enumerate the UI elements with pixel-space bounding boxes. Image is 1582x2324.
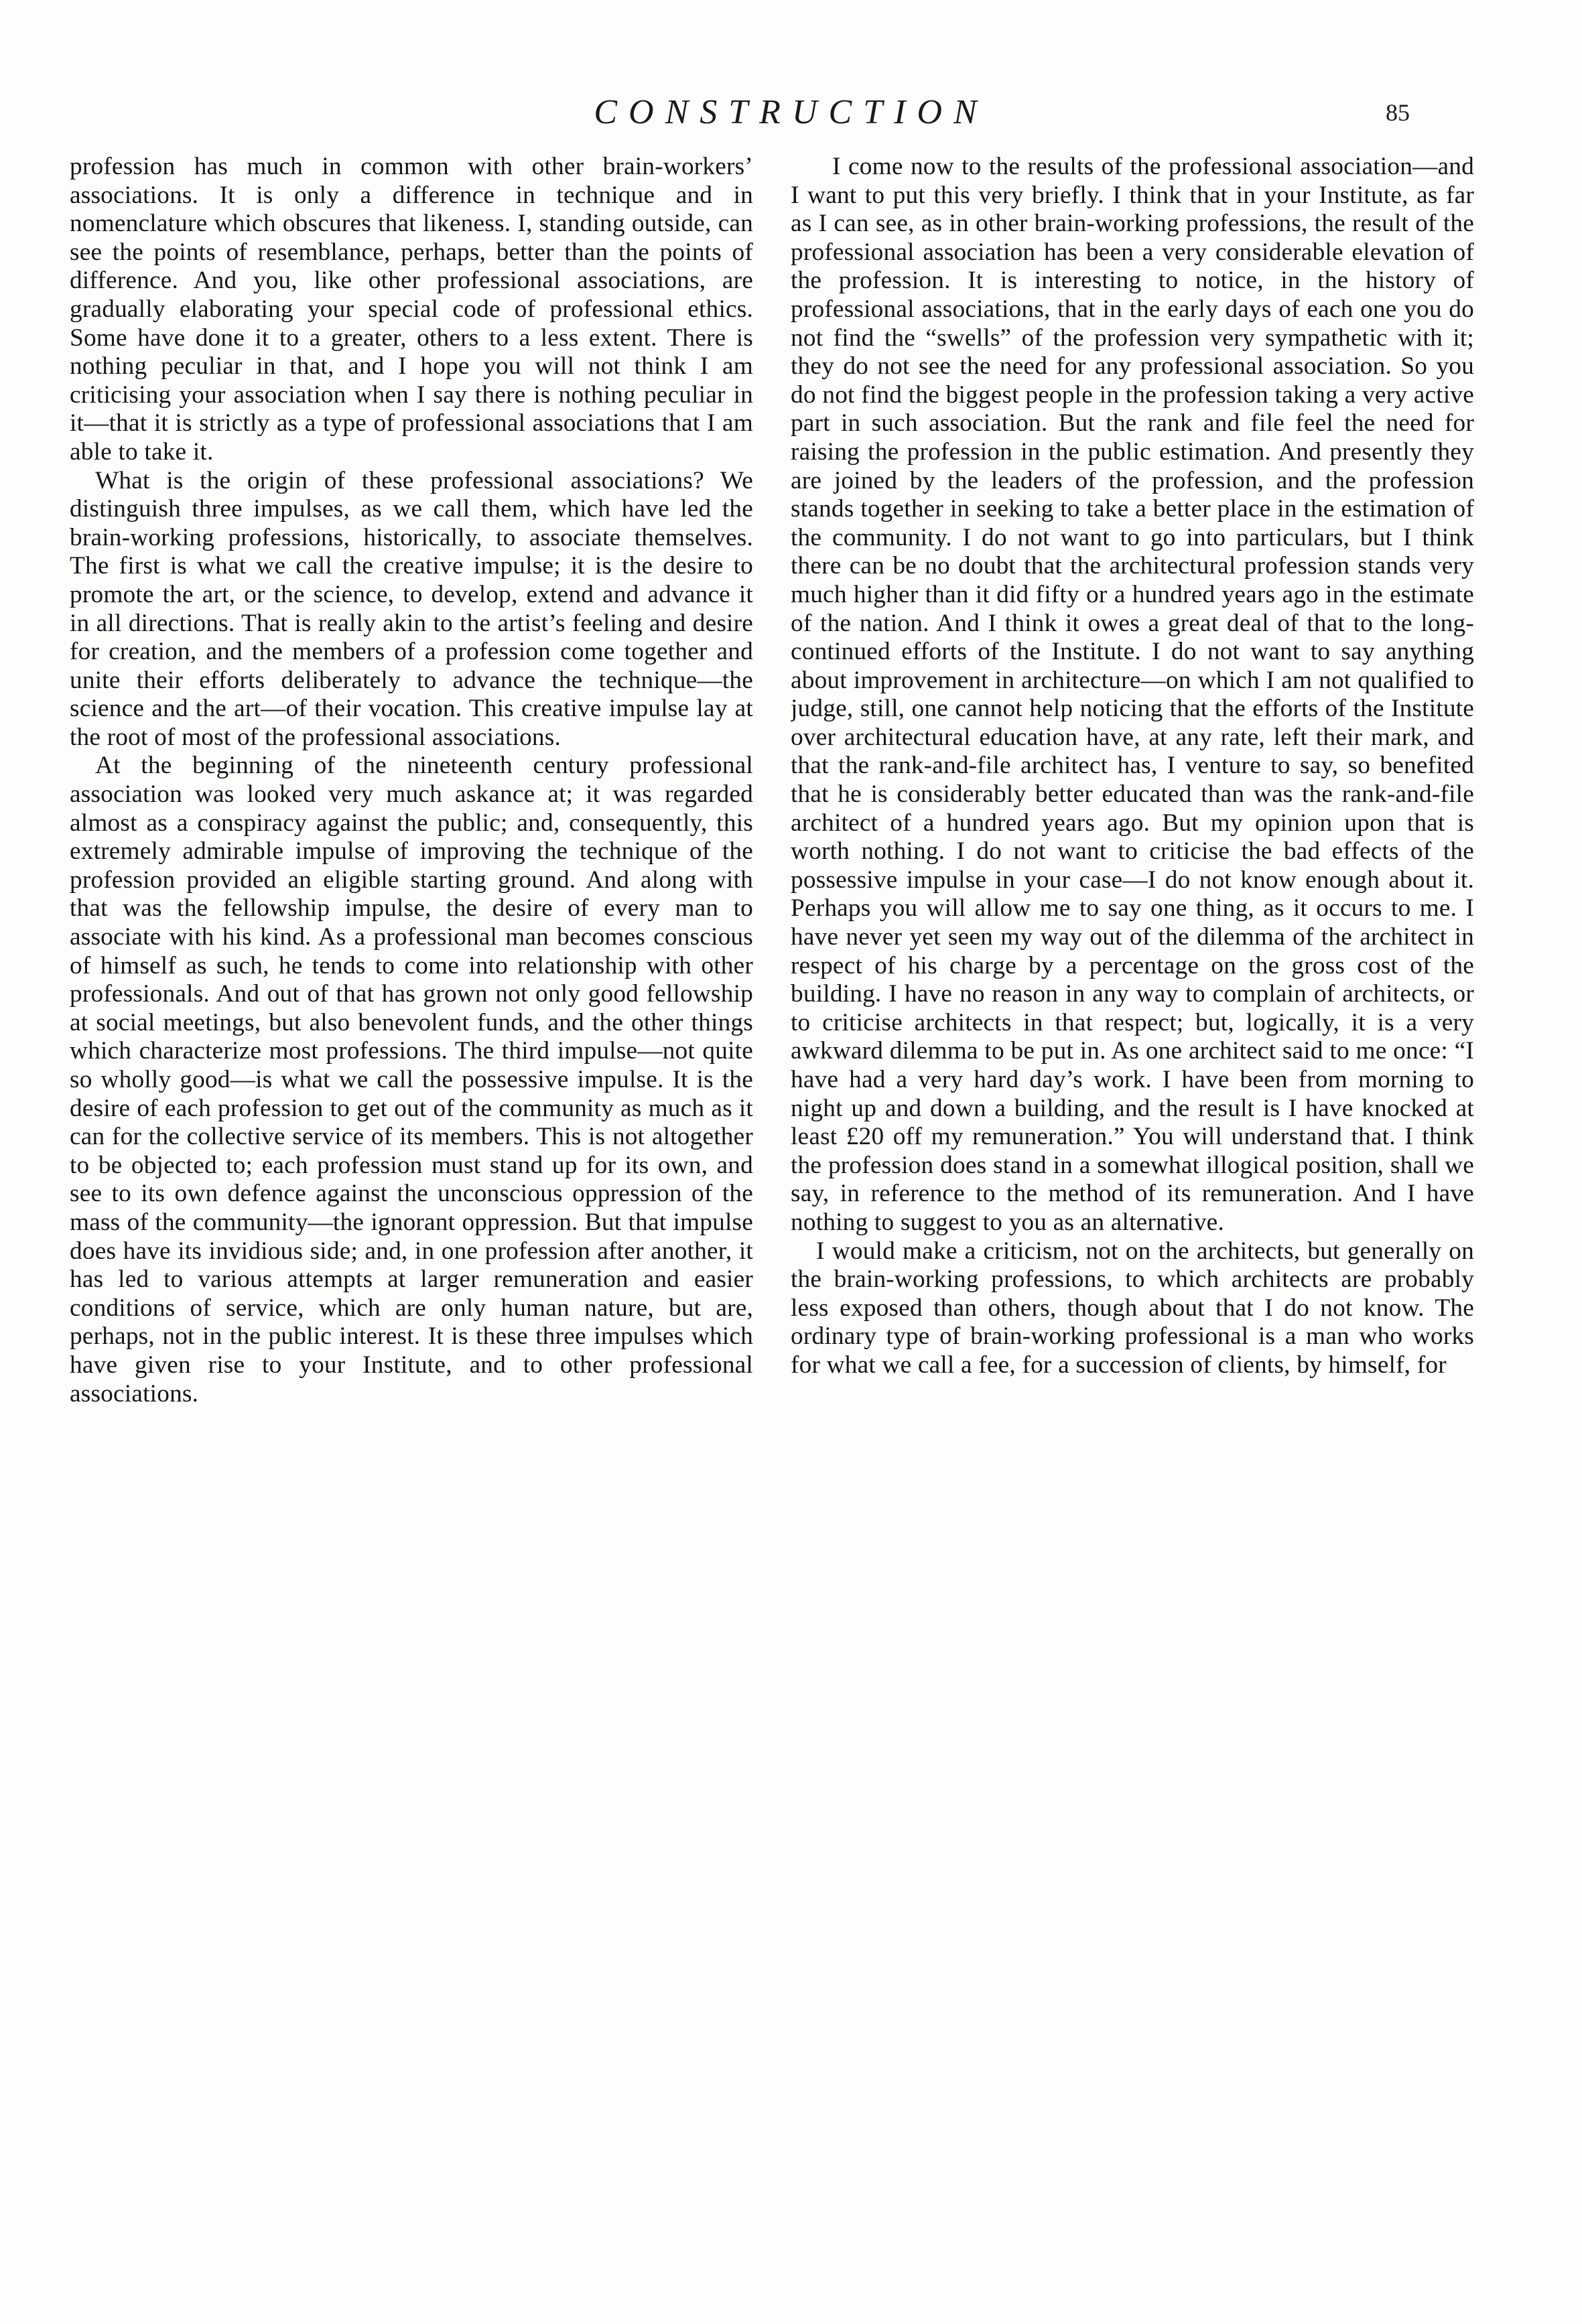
paragraph-origin-of-associations: What is the origin of these professional associations? We distinguish three impulses, as we call them, which have led the brain-working professions, historically, to associate themselves. The first is what we call the creative impulse; it is the desire to promote the art, or the science, to develop, extend and advance it in all directions. That is really akin to the artist’s feeling and desire for creation, and the members of a profession come together and unite their efforts deliberately to advance the technique—the science and the art—of their vocation. This creative impulse lay at the root of most of the professional associations. (70, 466, 753, 751)
paragraph-criticism: I would make a criticism, not on the architects, but generally on the brain-working professions, to which architects are probably less exposed than others, though about that I do not know. The ordinary type of brain-working professional is a man who works for what we call a fee, for a succession of clients, by himself, for (791, 1237, 1474, 1379)
page-number: 85 (1386, 99, 1410, 126)
right-column (791, 153, 1474, 2270)
paragraph-continued: profession has much in common with other brain-workers’ associations. It is only a difference in technique and in nomenclature which obscures that likeness. I, standing outside, can see the points of resemblance, perhaps, better than the points of difference. And you, like other professional associations, are gradually elaborating your special code of professional ethics. Some have done it to a greater, others to a less extent. There is nothing peculiar in that, and I hope you will not think I am criticising your association when I say there is nothing peculiar in it—that it is strictly as a type of professional associations that I am able to take it. (70, 153, 753, 466)
journal-title: CONSTRUCTION (594, 93, 988, 131)
paragraph-nineteenth-century: At the beginning of the nineteenth century professional association was looked very much askance at; it was regarded almost as a conspiracy against the public; and, consequently, this extremely admirable impulse of improving the technique of the profession provided an eligible starting ground. And along with that was the fellowship impulse, the desire of every man to associate with his kind. As a professional man becomes conscious of himself as such, he tends to come into relationship with other professionals. And out of that has grown not only good fellowship at social meetings, but also benevolent funds, and the other things which characterize most professions. The third impulse—not quite so wholly good—is what we call the possessive impulse. It is the desire of each profession to get out of the community as much as it can for the collective service of its members. This is not altogether to be objected to; each profession must stand up for its own, and see to its own defence against the unconscious oppression of the mass of the community—the ignorant oppression. But that impulse does have its invidious side; and, in one profession after another, it has led to various attempts at larger remuneration and easier conditions of service, which are only human nature, but are, perhaps, not in the public interest. It is these three impulses which have given rise to your Institute, and to other professional associations. (70, 752, 753, 1408)
left-column (70, 153, 753, 2270)
paragraph-results-of-association: I come now to the results of the professional association—and I want to put this very briefly. I think that in your Institute, as far as I can see, as in other brain-working professions, the result of the professional association has been a very considerable elevation of the profession. It is interesting to notice, in the history of professional associations, that in the early days of each one you do not find the “swells” of the profession very sympathetic with it; they do not see the need for any professional association. So you do not find the biggest people in the profession taking a very active part in such association. But the rank and file feel the need for raising the profession in the public estimation. And presently they are joined by the leaders of the profession, and the profession stands together in seeking to take a better place in the estimation of the community. I do not want to go into particulars, but I think there can be no doubt that the architectural profession stands very much higher than it did fifty or a hundred years ago in the estimate of the nation. And I think it owes a great deal of that to the long-continued efforts of the Institute. I do not want to say anything about improvement in architecture—on which I am not qualified to judge, still, one cannot help noticing that the efforts of the Institute over architectural education have, at any rate, left their mark, and that the rank-and-file architect has, I venture to say, so benefited that he is considerably better educated than was the rank-and-file architect of a hundred years ago. But my opinion upon that is worth nothing. I do not want to criticise the bad effects of the possessive impulse in your case—I do not know enough about it. Perhaps you will allow me to say one thing, as it occurs to me. I have never yet seen my way out of the dilemma of the architect in respect of his charge by a percentage on the gross cost of the building. I have no reason in any way to complain of architects, or to criticise architects in that respect; but, logically, it is a very awkward dilemma to be put in. As one architect said to me once: “I have had a very hard day’s work. I have been from morning to night up and down a building, and the result is I have knocked at least £20 off my remuneration.” You will understand that. I think the profession does stand in a somewhat illogical position, shall we say, in reference to the method of its remuneration. And I have nothing to suggest to you as an alternative. (791, 153, 1474, 1236)
running-header (0, 86, 1582, 139)
